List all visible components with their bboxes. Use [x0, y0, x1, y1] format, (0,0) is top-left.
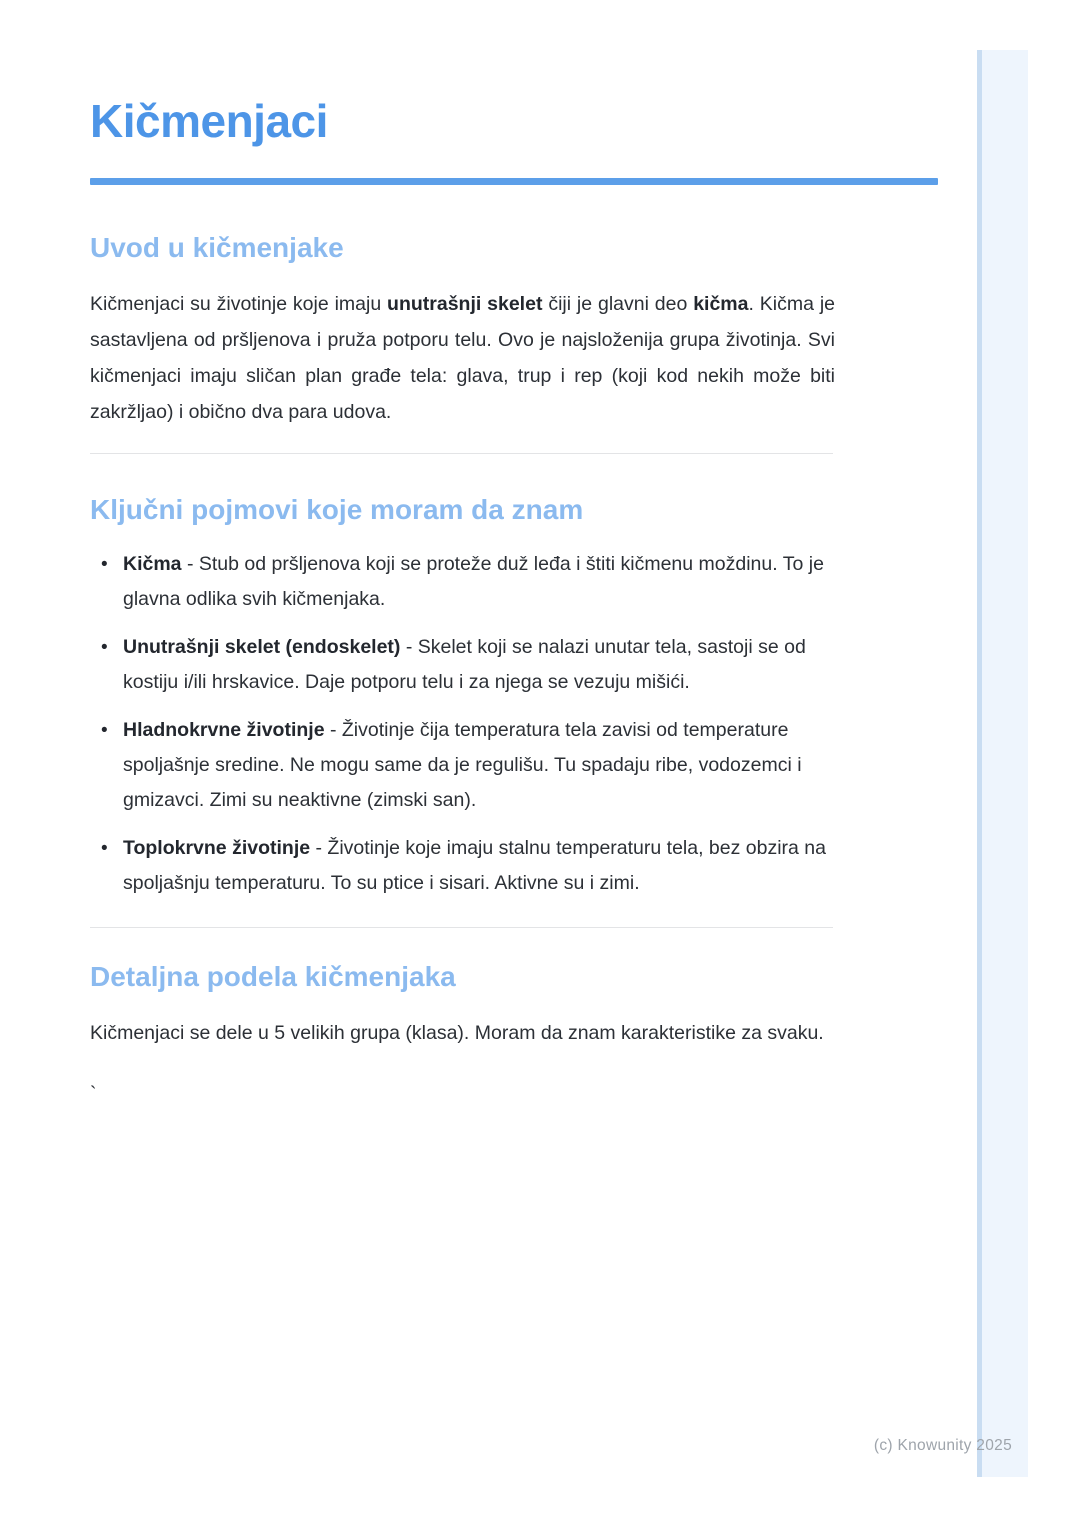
title-divider — [90, 178, 938, 185]
classification-paragraph: Kičmenjaci se dele u 5 velikih grupa (klasa). Moram da znam karakteristike za svaku. — [90, 1022, 824, 1044]
paragraph-segment-bold: unutrašnji skelet — [387, 293, 543, 315]
section-heading-intro: Uvod u kičmenjake — [90, 232, 344, 263]
term-description: - Životinje koje imaju stalnu temperaturu tela, bez obzira na spoljašnju temperaturu. To su ptice i sisari. Aktivne su i zimi. — [123, 837, 826, 894]
term-description: - Skelet koji se nalazi unutar tela, sastoji se od kostiju i/ili hrskavice. Daje potporu telu i za njega se vezuju mišići. — [123, 636, 806, 693]
document-content — [90, 0, 835, 1112]
stray-backtick: ` — [90, 1083, 97, 1105]
decorative-side-strip — [977, 50, 1028, 1477]
paragraph-segment: čiji je glavni deo — [542, 293, 694, 315]
term-description: - Životinje čija temperatura tela zavisi od temperature spoljašnje sredine. Ne mogu same da je regulišu. Tu spadaju ribe, vodozemci i gmizavci. Zimi su neaktivne (zimski san). — [123, 719, 802, 811]
paragraph-segment: Kičmenjaci su životinje koje imaju — [90, 293, 388, 315]
term-label: Hladnokrvne životinje — [123, 719, 325, 741]
term-label: Toplokrvne životinje — [123, 837, 311, 859]
section-heading-key-terms: Ključni pojmovi koje moram da znam — [90, 494, 584, 525]
footer-credit: (c) Knowunity 2025 — [873, 1437, 1012, 1454]
paragraph-segment-bold: kičma — [693, 293, 749, 315]
paragraph-segment: . Kičma je sastavljena od pršljenova i pruža potporu telu. Ovo je najsloženija grupa životinja. Svi kičmenjaci imaju sličan plan građe tela: glava, trup i rep (koji kod nekih može biti zakržljao) i obično dva para udova. — [90, 293, 836, 423]
list-item — [90, 630, 835, 700]
term-description: - Stub od pršljenova koji se proteže duž leđa i štiti kičmenu moždinu. To je glavna odlika svih kičmenjaka. — [123, 553, 824, 610]
term-label: Kičma — [123, 553, 182, 575]
list-item — [90, 831, 835, 901]
section-divider — [90, 927, 833, 928]
key-terms-list — [90, 547, 835, 901]
section-divider — [90, 453, 833, 454]
page-title: Kičmenjaci — [90, 95, 328, 147]
section-heading-classification: Detaljna podela kičmenjaka — [90, 961, 456, 992]
list-item — [90, 547, 835, 617]
term-label: Unutrašnji skelet (endoskelet) — [123, 636, 401, 658]
list-item — [90, 713, 835, 818]
intro-paragraph — [90, 286, 835, 430]
